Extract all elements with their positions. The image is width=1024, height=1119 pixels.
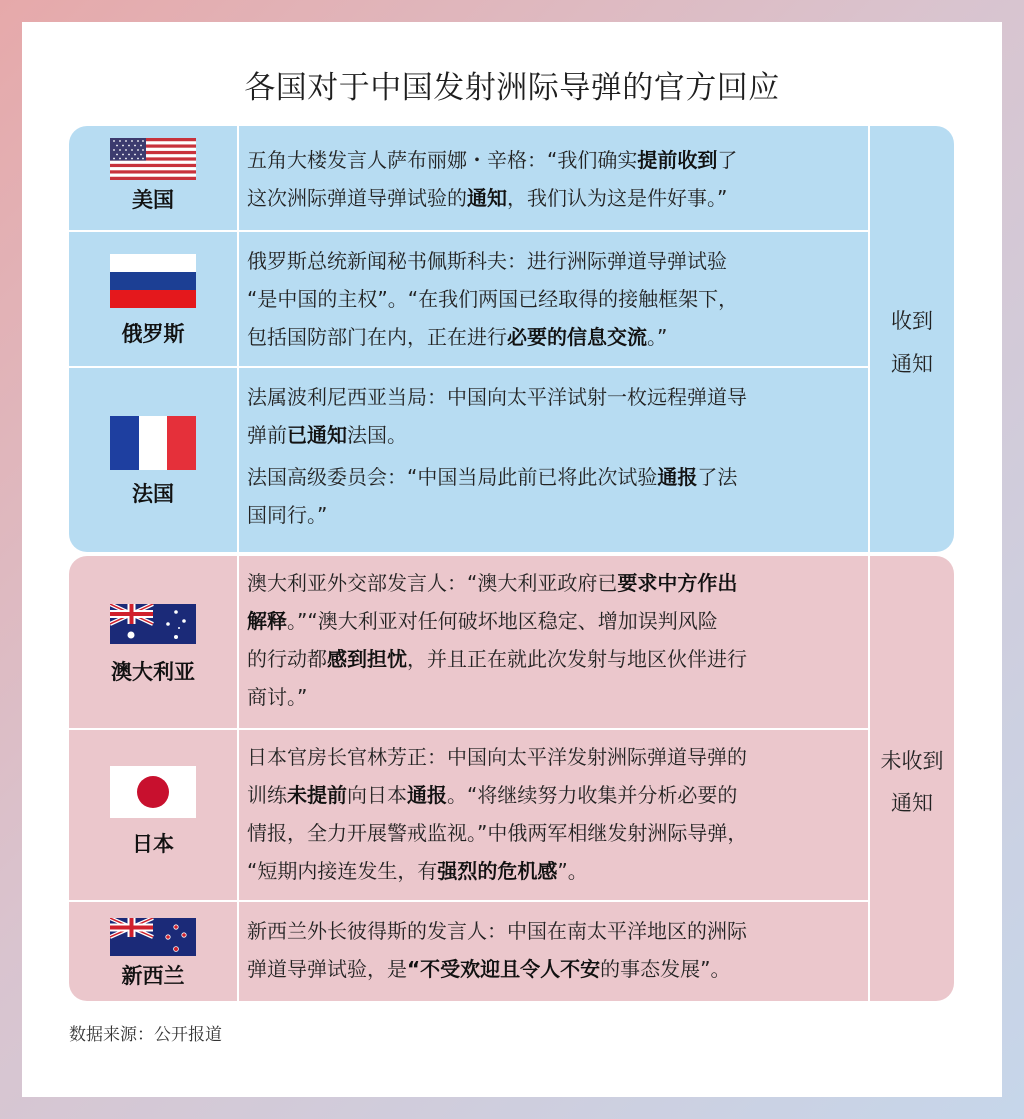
country-cell [69, 556, 239, 728]
country-name: 新西兰 [121, 964, 185, 988]
us-flag-icon [110, 138, 196, 180]
country-cell [69, 900, 239, 1001]
page-title: 各国对于中国发射洲际导弹的官方回应 [244, 70, 780, 106]
japan-flag-icon [110, 766, 196, 818]
country-cell [69, 230, 239, 366]
country-name: 澳大利亚 [111, 660, 195, 684]
country-name: 俄罗斯 [121, 322, 185, 346]
france-flag-icon [110, 416, 196, 470]
statement-text: 法属波利尼西亚当局：中国向太平洋试射一枚远程弹道导 弹前已通知法国。 法国高级委员会：“中国当局此前已将此次试验通报了法 国同行。” [247, 385, 747, 527]
country-cell [69, 126, 239, 230]
country-name: 美国 [132, 188, 174, 212]
country-row-new-zealand [69, 900, 868, 1001]
country-row-australia [69, 556, 868, 730]
new-zealand-flag-icon [110, 918, 196, 956]
country-row-japan [69, 728, 868, 902]
status-label: 未收到 [880, 749, 944, 773]
statement-text: 日本官房长官林芳正：中国向太平洋发射洲际弹道导弹的 训练未提前向日本通报。“将继续努力收集并分析必要的 情报，全力开展警戒监视。”中俄两军相继发射洲际导弹， “短期内接连发生，有强烈的危机感”。 [247, 745, 748, 883]
statement-text: 五角大楼发言人萨布丽娜・辛格：“我们确实提前收到了 这次洲际弹道导弹试验的通知，我们认为这是件好事。” [247, 148, 738, 210]
country-name: 日本 [132, 832, 174, 856]
country-row-france [69, 366, 868, 552]
not-notified-group [69, 556, 954, 1001]
country-row-usa [69, 126, 868, 232]
status-label: 通知 [891, 791, 933, 815]
status-label: 收到 [891, 309, 933, 333]
statement-text: 俄罗斯总统新闻秘书佩斯科夫：进行洲际弹道导弹试验 “是中国的主权”。“在我们两国已经取得的接触框架下， 包括国防部门在内，正在进行必要的信息交流。” [247, 249, 739, 349]
country-row-russia [69, 230, 868, 368]
country-name: 法国 [132, 482, 174, 506]
russia-flag-icon [110, 254, 196, 308]
status-label: 通知 [891, 352, 933, 376]
notified-group [69, 126, 954, 552]
statement-text: 澳大利亚外交部发言人：“澳大利亚政府已要求中方作出 解释。”“澳大利亚对任何破坏地区稳定、增加误判风险 的行动都感到担忧，并且正在就此次发射与地区伙伴进行 商讨。” [247, 571, 747, 709]
not-notified-status-cell [868, 556, 954, 1001]
australia-flag-icon [110, 604, 196, 644]
infographic-card [22, 22, 1002, 1097]
country-cell [69, 728, 239, 900]
country-cell [69, 366, 239, 552]
statement-text: 新西兰外长彼得斯的发言人：中国在南太平洋地区的洲际 弹道导弹试验，是“不受欢迎且令人不安的事态发展”。 [247, 919, 747, 981]
source-note: 数据来源：公开报道 [69, 1025, 222, 1045]
notified-status-cell [868, 126, 954, 552]
